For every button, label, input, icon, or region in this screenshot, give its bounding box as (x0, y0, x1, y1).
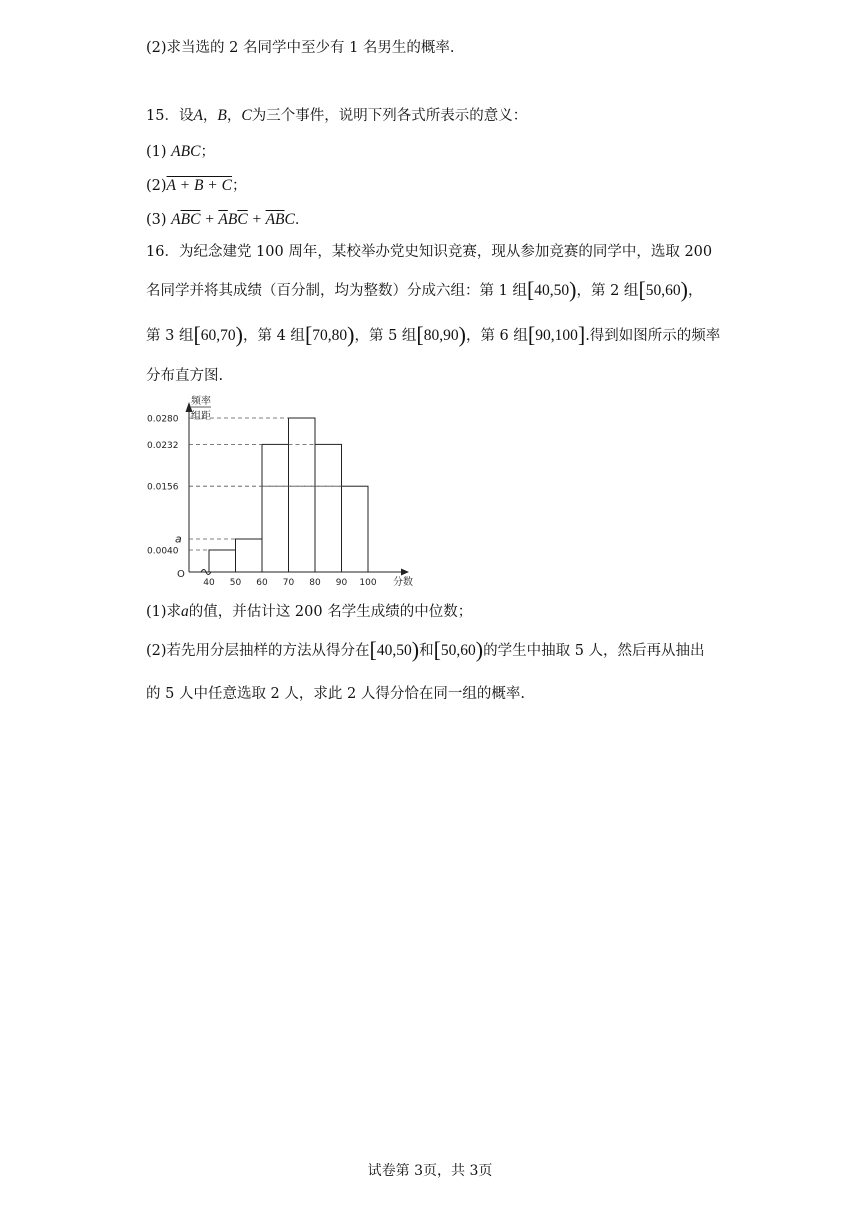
q16-part1: (1)求a的值，并估计这 200 名学生成绩的中位数； (146, 603, 473, 620)
q15-part3: (3) $A\overline{BC} + \overline{A}B\overline{C} + \overline{AB}C$． (146, 211, 310, 228)
y-axis-label-bottom: 组距 (191, 411, 211, 422)
histogram-bar (209, 550, 236, 572)
page-footer: 试卷第 3页，共 3页 (367, 1163, 493, 1179)
histogram-bar (236, 539, 263, 572)
y-tick-label: 0.0232 (147, 440, 179, 451)
x-axis-label: 分数 (393, 577, 413, 586)
q16-part2-line1: (2)若先用分层抽样的方法从得分在[40,50)和[50,60)的学生中抽取 5 人，然后再从抽出 (146, 637, 705, 662)
x-tick-label: 60 (256, 578, 268, 586)
y-tick-label: 0.0280 (147, 414, 179, 425)
q16-stem-line2: 名同学并将其成绩（百分制，均为整数）分成六组：第 1 组[40,50)，第 2 组[50,60)， (146, 277, 703, 302)
q16-stem-line4: 分布直方图. (146, 368, 224, 384)
y-tick-label: 0.0040 (147, 546, 179, 557)
histogram-bar (262, 444, 289, 572)
histogram-bar (315, 444, 342, 572)
q16-stem-line3: 第 3 组[60,70)，第 4 组[70,80)，第 5 组[80,90)，第 6 组[90,100].得到如图所示的频率 (146, 322, 721, 347)
x-tick-label: 50 (229, 578, 242, 586)
x-tick-label: 40 (203, 578, 215, 586)
q15-part1: (1) ABC； (146, 143, 215, 160)
q16-part2-line2: 的 5 人中任意选取 2 人，求此 2 人得分恰在同一组的概率. (146, 686, 525, 702)
frequency-histogram (143, 394, 423, 586)
x-tick-label: 90 (335, 578, 348, 586)
y-tick-label: 0.0156 (147, 482, 179, 493)
y-tick-label: a (175, 532, 182, 546)
q16-stem-line1: 16．为纪念建党 100 周年，某校举办党史知识竞赛，现从参加竞赛的同学中，选取 200 (146, 244, 713, 260)
histogram-bar (342, 486, 369, 572)
histogram-bar (289, 418, 316, 572)
q15-part2: (2)A + B + C； (146, 177, 247, 194)
q14-part2: (2)求当选的 2 名同学中至少有 1 名男生的概率. (146, 40, 455, 56)
q15-stem: 15．设A，B，C为三个事件，说明下列各式所表示的意义： (146, 107, 528, 124)
x-tick-label: 70 (282, 578, 295, 586)
x-axis-arrow (401, 569, 409, 576)
origin-label: O (177, 569, 185, 580)
y-axis-label-top: 频率 (191, 396, 211, 407)
x-tick-label: 80 (309, 578, 321, 586)
x-tick-label: 100 (359, 578, 377, 586)
